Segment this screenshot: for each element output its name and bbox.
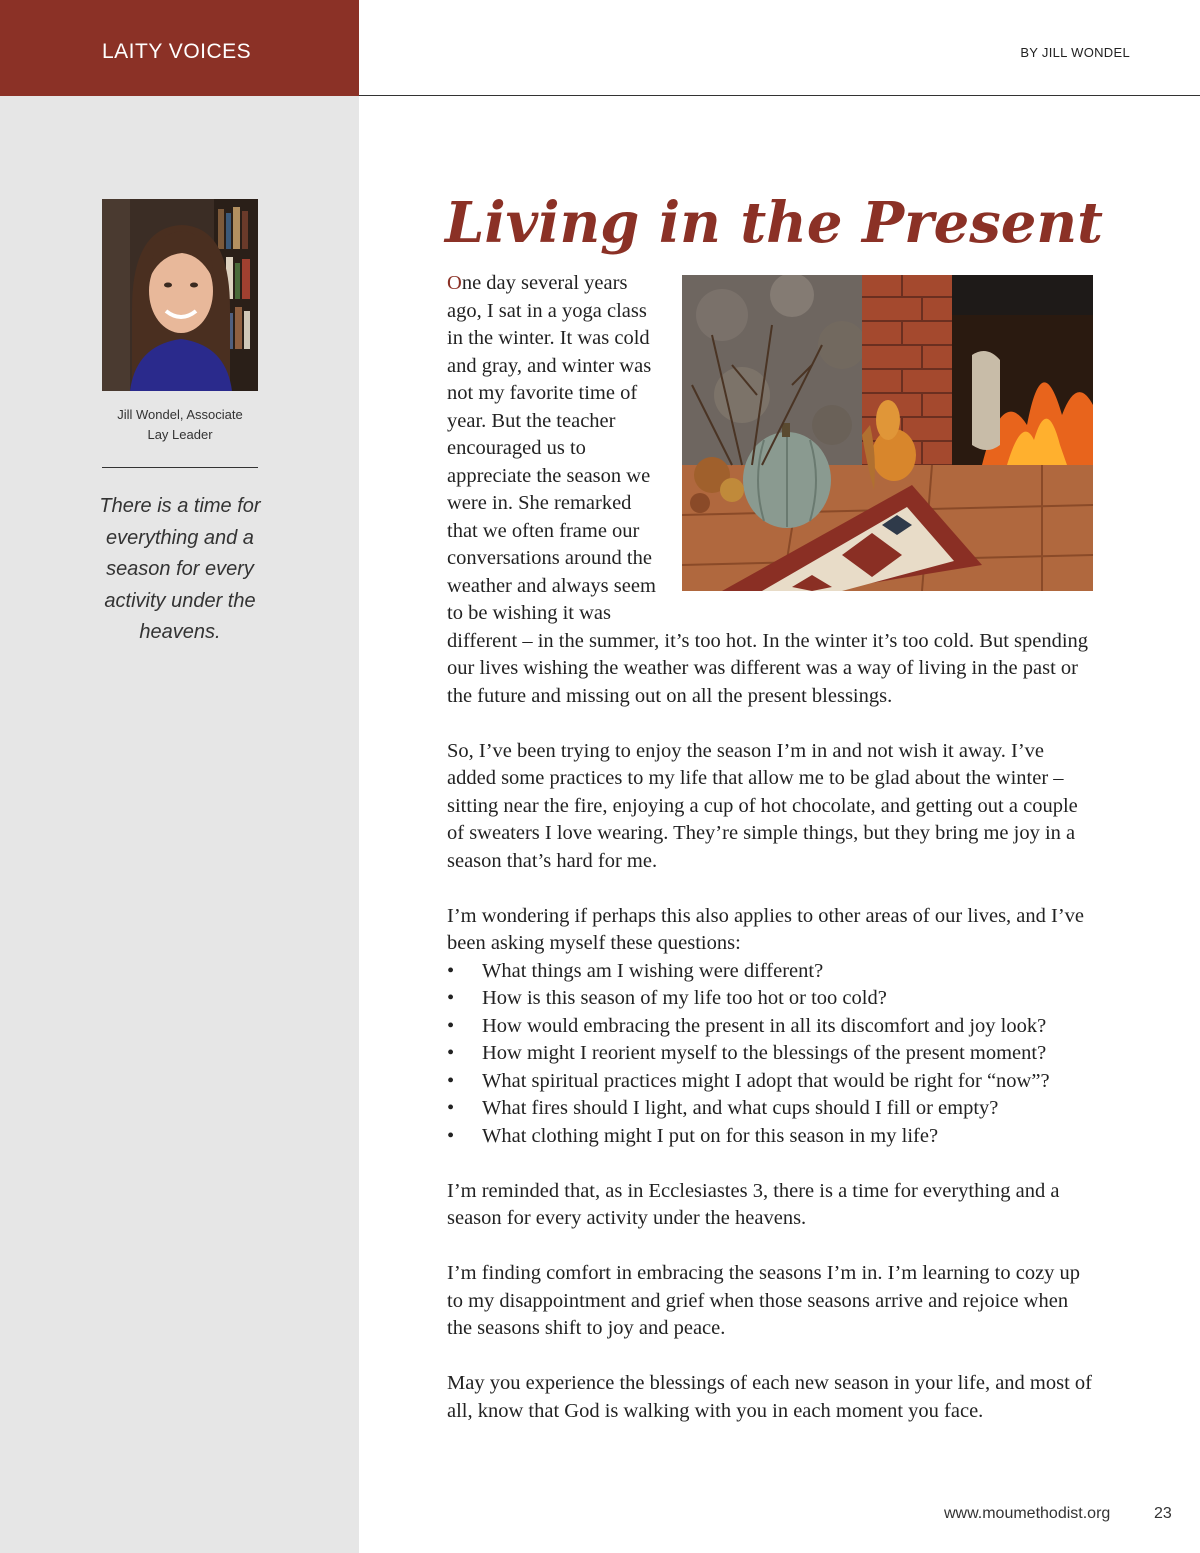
photo-caption (102, 405, 258, 445)
website-link[interactable]: www.moumethodist.org (944, 1505, 1111, 1522)
list-item (447, 985, 1095, 1013)
question-text: What spiritual practices might I adopt that would be right for “now”? (482, 1069, 1050, 1092)
list-item (447, 1013, 1095, 1041)
list-item (447, 1040, 1095, 1068)
bullet-icon: • (447, 1069, 455, 1092)
caption-role: Lay Leader (147, 427, 213, 442)
question-text: What things am I wishing were different? (482, 959, 824, 982)
author-photo (102, 199, 258, 391)
bullet-icon: • (447, 1124, 455, 1147)
question-text: How is this season of my life too hot or too cold? (482, 987, 887, 1009)
article-paragraph: So, I’ve been trying to enjoy the season I’m in and not wish it away. I’ve added some practices to my life that allow me to be glad about the winter – sitting near the fire, enjoying a cup of hot chocolate, and getting out a couple of sweaters I love wearing. They’re simple things, but they bring me joy in a season that’s hard for me. (447, 739, 1078, 872)
article-body (447, 270, 1095, 1453)
pull-quote: There is a time for everything and a season for every activity under the heavens. (99, 495, 261, 643)
question-text: What clothing might I put on for this season in my life? (482, 1124, 939, 1147)
bullet-icon: • (447, 987, 455, 1009)
caption-name: Jill Wondel, Associate (117, 407, 243, 422)
page-number: 23 (1154, 1505, 1172, 1522)
caption-divider (102, 467, 258, 468)
bullet-icon: • (447, 1097, 455, 1119)
drop-cap: O (447, 272, 462, 294)
bullet-icon: • (447, 959, 455, 982)
author-portrait-icon (102, 199, 258, 391)
question-text: What fires should I light, and what cups should I fill or empty? (482, 1097, 999, 1119)
fireplace-photo-icon (682, 275, 1093, 591)
article-title: Living in the Present (445, 190, 1103, 256)
list-item (447, 958, 1095, 986)
header-divider (359, 95, 1200, 96)
article-paragraph: I’m reminded that, as in Ecclesiastes 3, there is a time for everything and a season for every activity under the heavens. (447, 1179, 1060, 1229)
list-item (447, 1095, 1095, 1123)
bullet-icon: • (447, 1014, 455, 1037)
bullet-icon: • (447, 1042, 455, 1064)
section-label: LAITY VOICES (0, 0, 359, 96)
question-text: How might I reorient myself to the blessings of the present moment? (482, 1042, 1047, 1064)
question-text: How would embracing the present in all its discomfort and joy look? (482, 1014, 1047, 1037)
list-item (447, 1068, 1095, 1096)
article-paragraph: May you experience the blessings of each new season in your life, and most of all, know that God is walking with you in each moment you face. (447, 1372, 1092, 1422)
question-list (447, 958, 1095, 1151)
paragraph-text: ne day several years ago, I sat in a yoga class in the winter. It was cold and gray, and winter was not my favorite time of year. But the teacher encouraged us to appreciate the season we were in. She remarked that we often frame our conversations around the weather and always seem to be wishing it was different – in the summer, it’s too hot. In the winter it’s too cold. But spending our lives wishing the weather was different was a way of living in the past or the future and missing out on all the present blessings. (447, 272, 1089, 707)
list-item (447, 1123, 1095, 1151)
article-paragraph: I’m finding comfort in embracing the seasons I’m in. I’m learning to cozy up to my disappointment and grief when those seasons arrive and rejoice when the seasons shift to joy and peace. (447, 1262, 1081, 1339)
byline: BY JILL WONDEL (1020, 45, 1130, 60)
article-paragraph: I’m wondering if perhaps this also applies to other areas of our lives, and I’ve been asking myself these questions: (447, 904, 1085, 954)
